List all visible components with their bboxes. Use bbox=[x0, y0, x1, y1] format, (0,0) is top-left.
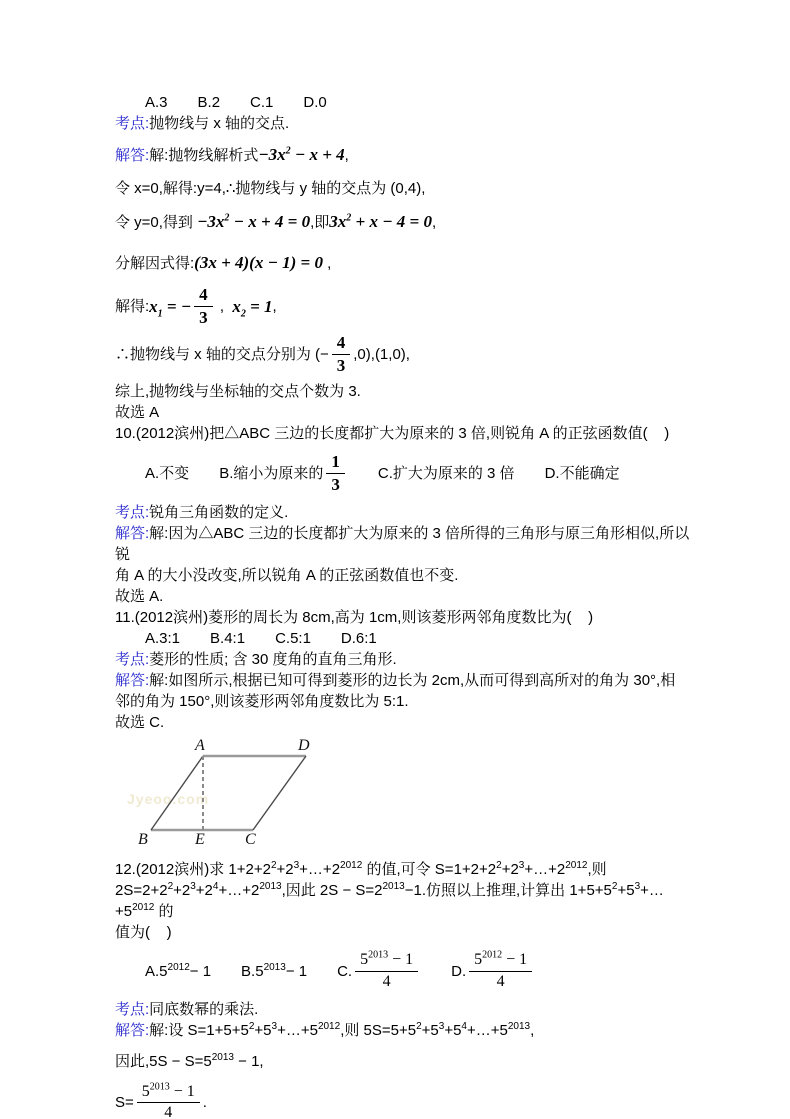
text-run: 解得: bbox=[115, 297, 150, 315]
keyword-label: 考点: bbox=[115, 115, 150, 132]
text-run: B.2 bbox=[197, 94, 221, 111]
q9-solution-line-1 bbox=[115, 143, 702, 168]
keyword-label: 解答: bbox=[115, 525, 150, 543]
q10-solution-line-2 bbox=[115, 565, 702, 586]
text-run: 综上,抛物线与坐标轴的交点个数为 3. bbox=[115, 383, 361, 401]
text-run: S= bbox=[115, 1094, 134, 1112]
text-run: 邻的角为 150°,则该菱形两邻角度数比为 5:1. bbox=[115, 693, 409, 711]
q11-answer-line bbox=[115, 712, 702, 733]
watermark: Jyeoo.com bbox=[127, 791, 210, 808]
math-expression: $-3x^2 - x + 4$ bbox=[258, 145, 345, 164]
text-run: 解:因为△ABC 三边的长度都扩大为原来的 3 倍所得的三角形与原三角形相似,所以锐 bbox=[115, 525, 690, 564]
keyword-label: 解答: bbox=[115, 147, 150, 164]
text-run: 12.(2012滨州)求 $1+2+2^2+2^3+\dots+2^{2012}$ 的值,可令 $S=1+2+2^2+2^3+\dots+2^{2012}$,则 bbox=[115, 860, 607, 879]
text-run: D.不能确定 bbox=[544, 464, 620, 482]
q11-solution-line-1 bbox=[115, 670, 702, 691]
fraction: $\frac{5^{2012} - 1}{4}$ bbox=[469, 951, 532, 991]
fraction: $\frac{5^{2013} - 1}{4}$ bbox=[355, 951, 418, 991]
text-run: 10.(2012滨州)把△ABC 三边的长度都扩大为原来的 3 倍,则锐角 A 的正弦函数值( ) bbox=[115, 425, 670, 443]
text-run: 抛物线与 x 轴的交点. bbox=[149, 115, 290, 132]
q10-solution-line-1 bbox=[115, 523, 702, 565]
text-run: , bbox=[431, 214, 437, 231]
text-run: 故选 C. bbox=[115, 714, 165, 732]
edge-AB bbox=[151, 756, 203, 830]
text-run: 分解因式得: bbox=[115, 255, 195, 272]
text-run: 角 A 的大小没改变,所以锐角 A 的正弦函数值也不变. bbox=[115, 567, 459, 585]
text-run: C.5:1 bbox=[275, 630, 311, 648]
q9-solution-line-6 bbox=[115, 333, 702, 375]
text-run: 锐角三角函数的定义. bbox=[149, 504, 289, 522]
text-run: A.3 bbox=[145, 94, 168, 111]
text-run: $2S=2+2^2+2^3+2^4+\dots+2^{2013}$,因此 $2S - S=2^{2013}-1$.仿照以上推理,计算出 $1+5+5^2+5^3+\dots+5^{2012}$ 的 bbox=[115, 881, 664, 921]
q11-stem-line bbox=[115, 607, 702, 628]
q12-solution-line-3 bbox=[115, 1083, 702, 1119]
q9-solution-line-5 bbox=[115, 285, 702, 327]
text-run: C.扩大为原来的 3 倍 bbox=[377, 464, 515, 482]
vertex-label-D: D bbox=[298, 737, 310, 755]
fraction: $\frac{4}{3}$ bbox=[332, 333, 351, 375]
text-run: D. bbox=[451, 962, 467, 980]
fraction: $\frac{4}{3}$ bbox=[194, 285, 213, 327]
keyword-label: 考点: bbox=[115, 651, 150, 669]
q9-solution-line-7 bbox=[115, 381, 702, 402]
text-run: A.3:1 bbox=[145, 630, 181, 648]
text-run: D.6:1 bbox=[340, 630, 377, 648]
text-run: 值为( ) bbox=[115, 924, 172, 942]
text-run: , bbox=[344, 147, 349, 164]
text-run: . bbox=[202, 1094, 207, 1112]
q12-solution-line-2 bbox=[115, 1050, 702, 1074]
q10-options-line bbox=[115, 452, 702, 494]
text-run: C.1 bbox=[250, 94, 274, 111]
text-run: 同底数幂的乘法. bbox=[149, 1001, 259, 1019]
text-run: ∴抛物线与 x 轴的交点分别为 (− bbox=[115, 345, 329, 363]
text-run: 解:抛物线解析式 bbox=[149, 147, 259, 164]
text-run: C. bbox=[337, 962, 353, 980]
q9-answer-line bbox=[115, 402, 702, 423]
text-run: 故选 A. bbox=[115, 588, 164, 606]
text-run: A.不变 bbox=[145, 464, 190, 482]
fraction: $\frac{1}{3}$ bbox=[326, 452, 345, 494]
q9-solution-line-3 bbox=[115, 210, 702, 235]
q11-topic-line bbox=[115, 649, 702, 670]
text-run: 因此$,5S - S=5^{2013} - 1$, bbox=[115, 1052, 264, 1071]
text-run: , bbox=[215, 297, 233, 315]
rhombus-figure bbox=[125, 739, 345, 851]
fraction: $\frac{5^{2013} - 1}{4}$ bbox=[137, 1083, 200, 1119]
text-run: 令 y=0,得到 bbox=[115, 214, 198, 231]
document-body bbox=[115, 92, 702, 1119]
edge-CD bbox=[253, 756, 306, 830]
math-expression: $x_2 = 1$ bbox=[232, 296, 273, 319]
text-run: $A.5^{2012}- 1$ bbox=[145, 961, 212, 980]
q10-answer-line bbox=[115, 586, 702, 607]
text-run: 11.(2012滨州)菱形的周长为 8cm,高为 1cm,则该菱形两邻角度数比为( ) bbox=[115, 609, 594, 627]
text-run: 菱形的性质; 含 30 度角的直角三角形. bbox=[149, 651, 397, 669]
text-run: 令 x=0,解得:y=4,∴抛物线与 y 轴的交点为 (0,4), bbox=[115, 180, 426, 197]
parallelogram-diagram bbox=[125, 739, 345, 851]
q12-stem-line-2 bbox=[115, 880, 702, 922]
q9-solution-line-4 bbox=[115, 251, 702, 276]
text-run: ,即 bbox=[310, 214, 330, 231]
keyword-label: 解答: bbox=[115, 1022, 150, 1040]
vertex-label-C: C bbox=[245, 831, 256, 849]
text-run: , bbox=[323, 255, 332, 272]
text-run: ,0),(1,0), bbox=[353, 345, 410, 363]
q11-options-line bbox=[115, 628, 702, 649]
q9-options-line bbox=[115, 92, 702, 113]
math-expression: $3x^2 + x - 4 = 0$ bbox=[329, 212, 432, 231]
text-run: B.缩小为原来的 bbox=[219, 464, 324, 482]
text-run: B.4:1 bbox=[210, 630, 246, 648]
vertex-label-A: A bbox=[195, 737, 205, 755]
text-run: 解:如图所示,根据已知可得到菱形的边长为 2cm,从而可得到高所对的角为 30°,相 bbox=[149, 672, 676, 690]
text-run: $B.5^{2013}- 1$ bbox=[241, 961, 308, 980]
vertex-label-B: B bbox=[138, 831, 148, 849]
q11-solution-line-2 bbox=[115, 691, 702, 712]
q12-stem-line-3 bbox=[115, 922, 702, 943]
q12-topic-line bbox=[115, 999, 702, 1020]
math-expression: $x_1$ = − bbox=[149, 296, 192, 319]
text-run: D.0 bbox=[303, 94, 327, 111]
keyword-label: 解答: bbox=[115, 672, 150, 690]
text-run: 解:设 $S=1+5+5^2+5^3+\dots+5^{2012}$,则 $5S=5+5^2+5^3+5^4+\dots+5^{2013}$, bbox=[149, 1021, 535, 1040]
q9-topic-line bbox=[115, 113, 702, 134]
math-expression: (3x + 4)(x − 1) = 0 bbox=[194, 253, 323, 272]
q12-stem-line-1 bbox=[115, 859, 702, 880]
q9-solution-line-2 bbox=[115, 177, 702, 201]
keyword-label: 考点: bbox=[115, 1001, 150, 1019]
q10-topic-line bbox=[115, 502, 702, 523]
text-run: , bbox=[272, 297, 277, 315]
vertex-label-E: E bbox=[195, 831, 205, 849]
q12-solution-line-1 bbox=[115, 1020, 702, 1041]
math-expression: $-3x^2 - x + 4 = 0$ bbox=[197, 212, 311, 231]
keyword-label: 考点: bbox=[115, 504, 150, 522]
q10-stem-line bbox=[115, 423, 702, 444]
text-run: 故选 A bbox=[115, 404, 160, 422]
q12-options-line bbox=[115, 951, 702, 991]
